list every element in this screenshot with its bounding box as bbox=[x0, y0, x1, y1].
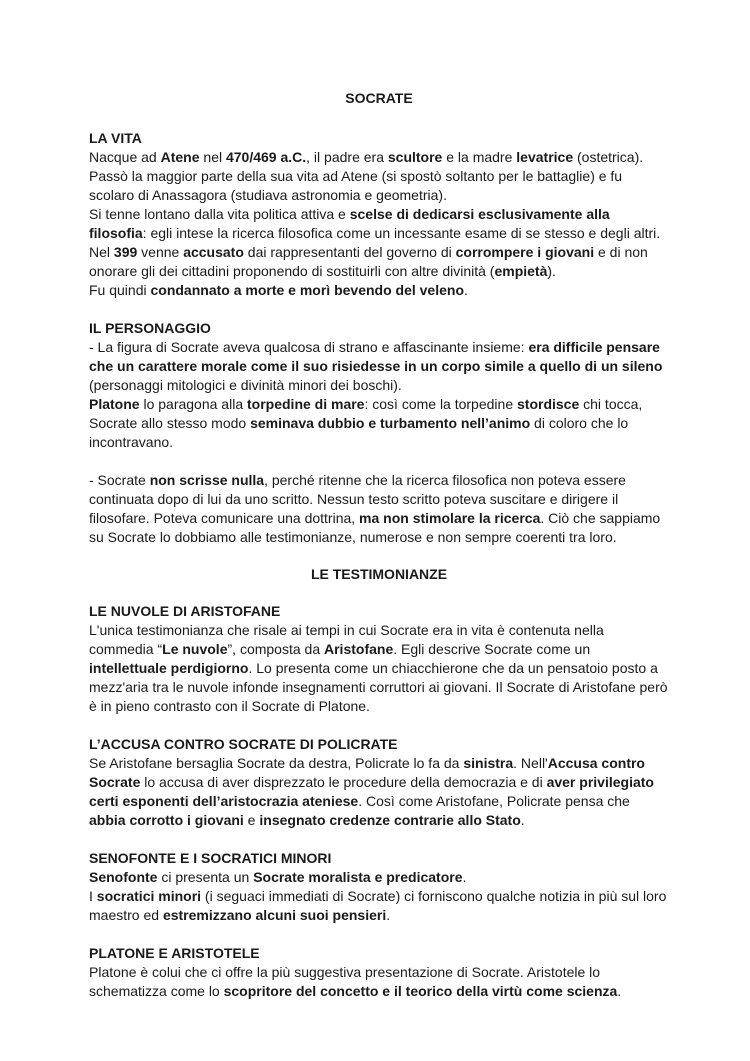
section-heading: IL PERSONAGGIO bbox=[89, 320, 211, 336]
bold-text: 470/469 a.C. bbox=[225, 149, 307, 165]
bold-text: era difficile pensare che un carattere morale come il suo risiedesse in un corpo simile a quello di un sileno bbox=[89, 339, 663, 374]
bold-text: empietà bbox=[494, 263, 548, 279]
paragraph bbox=[89, 621, 669, 716]
text-run: Nel bbox=[89, 244, 114, 260]
text-run: Platone è colui che ci offre la più suggestiva presentazione di Socrate. Aristotele lo schematizza come lo bbox=[89, 964, 601, 999]
text-run: . bbox=[462, 869, 467, 885]
section-personaggio bbox=[89, 319, 669, 547]
bold-text: Aristofane bbox=[324, 641, 394, 657]
section-heading: LE NUVOLE DI ARISTOFANE bbox=[89, 603, 281, 619]
bold-text: abbia corrotto i giovani bbox=[89, 812, 244, 828]
section-heading: LA VITA bbox=[89, 130, 142, 146]
bold-text: stordisce bbox=[517, 396, 580, 412]
text-run: Si tenne lontano dalla vita politica attiva e bbox=[89, 206, 350, 222]
text-run: , il padre era bbox=[306, 149, 388, 165]
text-run: venne bbox=[137, 244, 184, 260]
text-run: ). bbox=[547, 263, 556, 279]
bold-text: aver privilegiato certi esponenti dell’aristocrazia ateniese bbox=[89, 774, 654, 809]
text-run: . bbox=[520, 812, 525, 828]
text-run: dai rappresentanti del governo di bbox=[243, 244, 456, 260]
text-run: (ostetrica). Passò la maggior parte della sua vita ad Atene (si spostò soltanto per le battaglie) e fu scolaro di Anassagora (studiava astronomia e geometria). bbox=[89, 149, 644, 203]
bold-text: non scrisse nulla bbox=[149, 472, 265, 488]
text-run: nel bbox=[199, 149, 226, 165]
section-heading: SENOFONTE E I SOCRATICI MINORI bbox=[89, 850, 332, 866]
bold-text: seminava dubbio e turbamento nell’animo bbox=[250, 415, 531, 431]
bold-text: insegnato credenze contrarie allo Stato bbox=[259, 812, 521, 828]
text-run: - Socrate bbox=[89, 472, 150, 488]
text-run: ”, composta da bbox=[227, 641, 324, 657]
paragraph bbox=[89, 148, 669, 205]
bold-text: scopritore del concetto e il teorico della virtù come scienza bbox=[223, 983, 618, 999]
text-run: . bbox=[386, 907, 391, 923]
paragraph bbox=[89, 963, 669, 1001]
testimonianze-title: LE TESTIMONIANZE bbox=[310, 566, 448, 582]
bold-text: accusato bbox=[183, 244, 244, 260]
text-run: : egli intese la ricerca filosofica come un incessante esame di se stesso e degli altri. bbox=[142, 225, 661, 241]
text-run: (i seguaci immediati di Socrate) ci forniscono qualche notizia in più sul loro maestro ed bbox=[89, 888, 667, 923]
bold-text: corrompere i giovani bbox=[455, 244, 595, 260]
paragraph bbox=[89, 868, 669, 887]
text-run: : così come la torpedine bbox=[364, 396, 517, 412]
bold-text: scelse di dedicarsi esclusivamente alla filosofia bbox=[89, 206, 610, 241]
text-run: (personaggi mitologici e divinità minori dei boschi). bbox=[89, 377, 402, 393]
bold-text: ma non stimolare la ricerca bbox=[359, 510, 541, 526]
bold-text: levatrice bbox=[516, 149, 574, 165]
text-run: e di non onorare gli dei cittadini proponendo di sostituirli con altre divinità ( bbox=[89, 244, 648, 279]
text-run: chi tocca, Socrate allo stesso modo bbox=[89, 396, 643, 431]
bold-text: scultore bbox=[387, 149, 443, 165]
section-nuvole bbox=[89, 602, 669, 716]
text-run: . Nell' bbox=[513, 755, 548, 771]
bold-text: Socrate moralista e predicatore bbox=[253, 869, 463, 885]
paragraph bbox=[89, 395, 669, 452]
text-run: e bbox=[243, 812, 260, 828]
text-run: e la madre bbox=[442, 149, 517, 165]
spacer bbox=[89, 452, 669, 471]
section-heading: L’ACCUSA CONTRO SOCRATE DI POLICRATE bbox=[89, 736, 398, 752]
text-run: di coloro che lo incontravano. bbox=[89, 415, 629, 450]
paragraph bbox=[89, 754, 669, 830]
bold-text: estremizzano alcuni suoi pensieri bbox=[162, 907, 387, 923]
section-senofonte bbox=[89, 849, 669, 925]
text-run: L'unica testimonianza che risale ai tempi in cui Socrate era in vita è contenuta nella commedia “ bbox=[89, 622, 604, 657]
paragraph bbox=[89, 887, 669, 925]
paragraph bbox=[89, 471, 669, 547]
text-run: . Lo presenta come un chiacchierone che da un pensatoio posto a mezz'aria tra le nuvole infonde insegnamenti corruttori ai giovani. Il Socrate di Aristofane però è in pieno contrasto con il Socrate di Platone. bbox=[89, 660, 668, 714]
bold-text: sinistra bbox=[463, 755, 514, 771]
text-run: Nacque ad bbox=[89, 149, 161, 165]
document-page bbox=[89, 90, 669, 1020]
section-vita bbox=[89, 129, 669, 300]
text-run: - La figura di Socrate aveva qualcosa di strano e affascinante insieme: bbox=[89, 339, 529, 355]
text-run: lo paragona alla bbox=[139, 396, 247, 412]
bold-text: Platone bbox=[89, 396, 140, 412]
bold-text: intellettuale perdigiorno bbox=[89, 660, 249, 676]
section-policrate bbox=[89, 735, 669, 830]
section-platone bbox=[89, 944, 669, 1001]
text-run: . bbox=[617, 983, 622, 999]
text-run: Se Aristofane bersaglia Socrate da destra, Policrate lo fa da bbox=[89, 755, 464, 771]
text-run: lo accusa di aver disprezzato le procedure della democrazia e di bbox=[140, 774, 547, 790]
paragraph bbox=[89, 338, 669, 395]
bold-text: Atene bbox=[160, 149, 200, 165]
text-run: Fu quindi bbox=[89, 282, 151, 298]
paragraph bbox=[89, 205, 669, 243]
bold-text: condannato a morte e morì bevendo del veleno bbox=[150, 282, 464, 298]
bold-text: Senofonte bbox=[89, 869, 158, 885]
text-run: . Ciò che sappiamo su Socrate lo dobbiamo alle testimonianze, numerose e non sempre coerenti tra loro. bbox=[89, 510, 661, 545]
bold-text: Accusa contro Socrate bbox=[89, 755, 645, 790]
paragraph bbox=[89, 243, 669, 281]
bold-text: Le nuvole bbox=[162, 641, 228, 657]
section-heading: PLATONE E ARISTOTELE bbox=[89, 945, 260, 961]
bold-text: 399 bbox=[113, 244, 138, 260]
text-run: ci presenta un bbox=[157, 869, 254, 885]
text-run: . Egli descrive Socrate come un bbox=[393, 641, 591, 657]
document-title: SOCRATE bbox=[345, 90, 413, 106]
paragraph bbox=[89, 281, 669, 300]
text-run: . Così come Aristofane, Policrate pensa che bbox=[358, 793, 630, 809]
bold-text: socratici minori bbox=[96, 888, 202, 904]
text-run: . bbox=[464, 282, 468, 298]
text-run: I bbox=[89, 888, 97, 904]
bold-text: torpedine di mare bbox=[247, 396, 365, 412]
text-run: , perché ritenne che la ricerca filosofica non poteva essere continuata dopo di lui da uno scritto. Nessun testo scritto poteva suscitare e dirigere il filosofare. Poteva comunicare una dottrina, bbox=[89, 472, 626, 526]
